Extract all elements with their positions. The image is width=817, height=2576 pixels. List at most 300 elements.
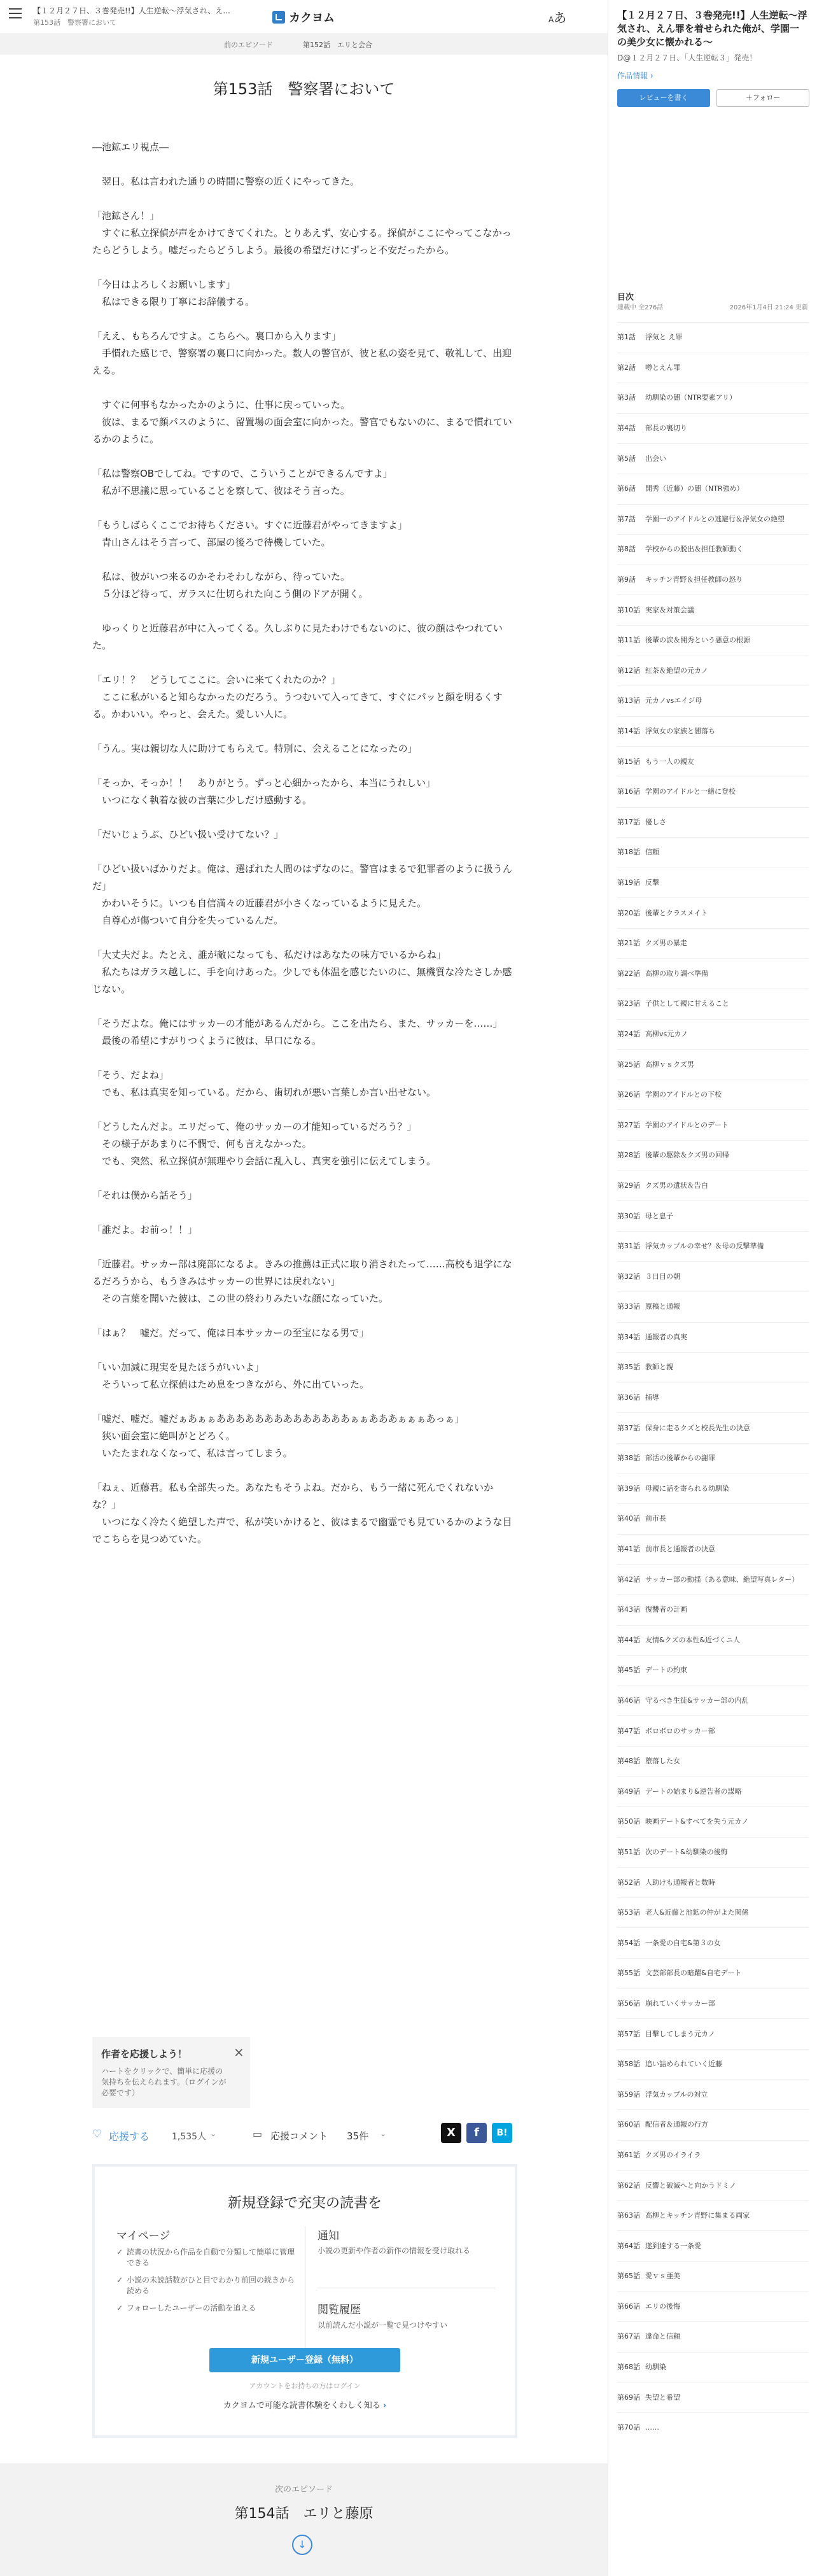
toc-item-title: 映画デート&すべてを失う元カノ bbox=[645, 1817, 749, 1826]
login-link[interactable]: アカウントをお持ちの方はログイン bbox=[249, 2382, 361, 2390]
toc-item-title: 違命と信頼 bbox=[645, 2332, 680, 2341]
sidebar-author[interactable]: D@１２月２７日、「人生逆転３」発売！ bbox=[617, 53, 757, 62]
mypage-list bbox=[116, 2247, 295, 2320]
toc-item-title: 幼馴染の闇（NTR要素アリ） bbox=[645, 393, 737, 402]
toc-item-title: サッカー部の動揺（ある意味、絶望写真レター） bbox=[645, 1575, 799, 1584]
toc-item[interactable] bbox=[617, 2412, 809, 2443]
novel-paragraph: 「誰だよ。お前っ！！」 bbox=[92, 1224, 198, 1235]
toc-list bbox=[617, 322, 809, 2443]
toc-item-number: 第25話 bbox=[617, 1060, 640, 1069]
toc-item[interactable] bbox=[617, 1715, 809, 1746]
comment-count[interactable]: 35件 bbox=[347, 2130, 369, 2142]
novel-paragraph bbox=[92, 603, 515, 620]
toc-item-number: 第45話 bbox=[617, 1666, 640, 1675]
novel-paragraph bbox=[92, 929, 515, 947]
novel-paragraph bbox=[92, 500, 515, 517]
toc-item-title: 後輩の涙＆開秀という悪意の根源 bbox=[645, 636, 750, 645]
toc-updated: 2026年1月4日 21:24 更新 bbox=[729, 304, 808, 311]
toc-item[interactable] bbox=[617, 1564, 809, 1594]
novel-paragraph bbox=[92, 843, 515, 861]
toc-item-number: 第24話 bbox=[617, 1029, 640, 1038]
toc-item-number: 第59話 bbox=[617, 2090, 640, 2099]
toc-item-title: 紅茶＆絶望の元カノ bbox=[645, 666, 708, 675]
toc-item[interactable] bbox=[617, 1686, 809, 1716]
toc-item-title: 後輩とクラスメイト bbox=[645, 908, 708, 917]
toc-item-number: 第39話 bbox=[617, 1484, 640, 1493]
toc-item[interactable] bbox=[617, 1655, 809, 1686]
toc-item-title: 反撃 bbox=[645, 878, 659, 887]
novel-paragraph: 「エリ！？ どうしてここに。会いに来てくれたのか？」 bbox=[92, 674, 341, 686]
novel-paragraph bbox=[92, 809, 515, 826]
toc-item-title: クズ男の遺状＆告白 bbox=[645, 1181, 708, 1190]
toc-heading: 目次 bbox=[617, 293, 634, 302]
novel-paragraph: ―池鉱エリ視点― bbox=[92, 141, 169, 153]
toc-item[interactable] bbox=[617, 2140, 809, 2171]
toc-item-title: 信頼 bbox=[645, 848, 659, 857]
toc-item-number: 第63話 bbox=[617, 2211, 640, 2220]
episode-title: 第153話 警察署において bbox=[213, 80, 395, 98]
signup-button[interactable]: 新規ユーザー登録（無料） bbox=[209, 2348, 400, 2372]
toc-item-number: 第60話 bbox=[617, 2120, 640, 2129]
toc-item-title: 噂とえん罪 bbox=[645, 363, 680, 372]
toc-item-title: 優しさ bbox=[645, 817, 666, 826]
toc-item[interactable] bbox=[617, 625, 809, 656]
toc-item[interactable] bbox=[617, 1625, 809, 1656]
toc-item[interactable] bbox=[617, 1806, 809, 1837]
toc-item-number: 第6話 bbox=[617, 484, 636, 493]
toc-item-title: 元カノvsエイジ母 bbox=[645, 696, 702, 705]
next-episode-label: 次のエピソード bbox=[274, 2485, 333, 2495]
toc-item-number: 第28話 bbox=[617, 1151, 640, 1160]
toc-item-number: 第13話 bbox=[617, 696, 640, 705]
toc-item-number: 第47話 bbox=[617, 1726, 640, 1735]
mypage-item: ✓ 読書の状況から作品を自動で分類して簡単に管理できる bbox=[116, 2247, 295, 2269]
toc-item-number: 第31話 bbox=[617, 1242, 640, 1251]
novel-paragraph: 「私は警察OBでしてね。ですので、こういうことができるんですよ」 bbox=[92, 468, 393, 479]
toc-item-title: 目撃してしまう元カノ bbox=[645, 2029, 715, 2038]
toc-item-number: 第56話 bbox=[617, 1999, 640, 2008]
toc-item-title: 浮気と え罪 bbox=[645, 333, 683, 342]
toc-item[interactable] bbox=[617, 1503, 809, 1534]
toc-item[interactable] bbox=[617, 1534, 809, 1565]
novel-paragraph: 最後の希望にすがりつくように彼は、早口になる。 bbox=[92, 1035, 322, 1046]
toc-item-title: ボロボロのサッカー部 bbox=[645, 1726, 715, 1735]
novel-paragraph bbox=[92, 156, 515, 173]
toc-item[interactable] bbox=[617, 2291, 809, 2322]
toc-item[interactable] bbox=[617, 1200, 809, 1231]
toc-item-number: 第66話 bbox=[617, 2302, 640, 2311]
toc-item[interactable] bbox=[617, 1352, 809, 1383]
toc-item[interactable] bbox=[617, 443, 809, 474]
novel-paragraph: 「そうだよな。俺にはサッカーの才能があるんだから。ここを出たら、また、サッカーを……」 bbox=[92, 1018, 503, 1029]
novel-paragraph: 「大丈夫だよ。たとえ、誰が敵になっても、私だけはあなたの味方でいるからね」 bbox=[92, 949, 446, 961]
toc-item[interactable] bbox=[617, 1080, 809, 1110]
toc-item-number: 第40話 bbox=[617, 1514, 640, 1523]
toc-item-title: 配信者＆通報の行方 bbox=[645, 2120, 708, 2129]
toc-item-number: 第9話 bbox=[617, 575, 636, 584]
toc-item-title: 友情&クズの本性&近づくニ人 bbox=[645, 1635, 741, 1644]
toc-item-title: 開秀（近藤）の闇（NTR強め） bbox=[645, 484, 744, 493]
toc-item-number: 第1話 bbox=[617, 333, 636, 342]
novel-paragraph bbox=[92, 1204, 515, 1221]
toc-item[interactable] bbox=[617, 534, 809, 565]
toc-item[interactable] bbox=[617, 1958, 809, 1988]
toc-item-number: 第26話 bbox=[617, 1090, 640, 1099]
write-review-button[interactable]: レビューを書く bbox=[617, 89, 710, 107]
toc-item-title: 前市長 bbox=[645, 1514, 666, 1523]
novel-paragraph bbox=[92, 1342, 515, 1359]
toc-item-title: クズ男の暴走 bbox=[645, 939, 687, 948]
toc-item-title: クズ男のイライラ bbox=[645, 2150, 701, 2159]
novel-paragraph bbox=[92, 379, 515, 397]
toc-item[interactable] bbox=[617, 1109, 809, 1140]
x-share-icon[interactable]: X bbox=[441, 2123, 461, 2143]
novel-paragraph: 自尊心が傷ついて自分を失っているんだ。 bbox=[92, 915, 284, 926]
episode-actions bbox=[92, 2123, 515, 2148]
toc-item-title: 愛ｖｓ亜美 bbox=[645, 2272, 680, 2281]
novel-paragraph: 「どうしたんだよ。エリだって、俺のサッカーの才能知っているだろう？」 bbox=[92, 1121, 417, 1132]
toc-item[interactable] bbox=[617, 565, 809, 595]
toc-item-number: 第29話 bbox=[617, 1181, 640, 1190]
toc-item-title: 通報者の真実 bbox=[645, 1332, 687, 1341]
toc-item[interactable] bbox=[617, 989, 809, 1019]
novel-paragraph: 「そう、だよね」 bbox=[92, 1069, 169, 1081]
toc-item-number: 第35話 bbox=[617, 1363, 640, 1372]
logo-icon bbox=[272, 11, 285, 24]
sidebar bbox=[608, 0, 817, 2576]
toc-item-title: 前市長と通報者の決意 bbox=[645, 1545, 715, 1554]
toc-item-number: 第41話 bbox=[617, 1545, 640, 1554]
header-work-title[interactable]: 【１２月２７日、３巻発売!!】人生逆転〜浮気され、え... bbox=[33, 6, 230, 15]
novel-paragraph: いたたまれなくなって、私は言ってしまう。 bbox=[92, 1447, 293, 1459]
toc-item-title: 学園一のアイドルとの逃避行＆浮気女の絶望 bbox=[645, 514, 785, 523]
toc-item-number: 第36話 bbox=[617, 1393, 640, 1402]
novel-paragraph: そういって私立探偵はため息をつきながら、外に出ていった。 bbox=[92, 1379, 370, 1390]
toc-item-title: 高柳の取り調べ準備 bbox=[645, 969, 708, 978]
toc-item-title: 実家＆対策会議 bbox=[645, 605, 694, 614]
toc-item-number: 第69話 bbox=[617, 2393, 640, 2402]
toc-item[interactable] bbox=[617, 2109, 809, 2140]
toc-item-title: 次のデート&幼馴染の後悔 bbox=[645, 1847, 728, 1856]
toc-item-title: 学校からの脱出＆担任教師動く bbox=[645, 545, 743, 554]
toc-item[interactable] bbox=[617, 2230, 809, 2261]
toc-item-title: 崩れていくサッカー部 bbox=[645, 1999, 715, 2008]
notice-heading: 通知 bbox=[318, 2230, 339, 2242]
novel-paragraph: 私たちはガラス越しに、手を向けあった。少しでも体温を感じたいのに、無機質な冷たさしか感じない。 bbox=[92, 966, 512, 995]
toc-item[interactable] bbox=[617, 2382, 809, 2412]
toc-item-number: 第11話 bbox=[617, 636, 640, 645]
mypage-heading: マイページ bbox=[116, 2230, 171, 2242]
novel-paragraph bbox=[92, 998, 515, 1015]
comment-button[interactable]: 応援コメント bbox=[270, 2130, 328, 2142]
toc-item[interactable] bbox=[617, 837, 809, 868]
novel-paragraph bbox=[92, 311, 515, 328]
toc-item-number: 第17話 bbox=[617, 817, 640, 826]
novel-paragraph bbox=[92, 190, 515, 208]
next-episode-title[interactable]: 第154話 エリと藤原 bbox=[234, 2506, 374, 2522]
toc-item-title: 出会い bbox=[645, 454, 666, 463]
toc-item[interactable] bbox=[617, 2018, 809, 2049]
toc-item-number: 第18話 bbox=[617, 848, 640, 857]
toc-item[interactable] bbox=[617, 928, 809, 959]
toc-item-title: 追い詰められていく近藤 bbox=[645, 2060, 722, 2069]
toc-item[interactable] bbox=[617, 746, 809, 777]
toc-item-number: 第44話 bbox=[617, 1635, 640, 1644]
novel-paragraph: 「いい加減に現実を見たほうがいいよ」 bbox=[92, 1362, 265, 1373]
toc-item[interactable] bbox=[617, 353, 809, 383]
toc-item[interactable] bbox=[617, 1594, 809, 1625]
toc-item[interactable] bbox=[617, 1988, 809, 2019]
toc-item[interactable] bbox=[617, 2352, 809, 2382]
novel-paragraph: すぐに何事もなかったかのように、仕事に戻っていった。 bbox=[92, 399, 351, 411]
toc-item[interactable] bbox=[617, 1443, 809, 1474]
toc-item[interactable] bbox=[617, 322, 809, 353]
toc-item-number: 第42話 bbox=[617, 1575, 640, 1584]
toc-item[interactable] bbox=[617, 897, 809, 928]
chevron-down-icon[interactable]: ⌄ bbox=[380, 2129, 387, 2138]
toc-item-number: 第19話 bbox=[617, 878, 640, 887]
novel-paragraph bbox=[92, 259, 515, 276]
novel-paragraph: ゆっくりと近藤君が中に入ってくる。久しぶりに見たわけでもないのに、彼の顔はやつれていた。 bbox=[92, 623, 503, 651]
novel-paragraph: 翌日。私は言われた通りの時間に警察の近くにやってきた。 bbox=[92, 176, 360, 187]
follow-button[interactable]: ＋フォロー bbox=[716, 89, 809, 107]
arrow-down-icon[interactable]: ↓ bbox=[292, 2535, 312, 2555]
toc-item-number: 第57話 bbox=[617, 2029, 640, 2038]
novel-paragraph bbox=[92, 551, 515, 568]
toc-status: 連載中 全276話 bbox=[617, 304, 664, 311]
novel-paragraph bbox=[92, 1393, 515, 1411]
toc-item[interactable] bbox=[617, 1474, 809, 1504]
toc-item-number: 第10話 bbox=[617, 605, 640, 614]
toc-item-title: 学園のアイドルとの下校 bbox=[645, 1090, 722, 1099]
novel-paragraph: 「ねぇ、近藤君。私も全部失った。あなたもそうよね。だから、もう一緒に死んでくれないかな？」 bbox=[92, 1482, 494, 1510]
toc-item-number: 第53話 bbox=[617, 1908, 640, 1917]
learn-more-link[interactable]: カクヨムで可能な読書体験をくわしく知る › bbox=[223, 2401, 387, 2411]
prev-episode-link[interactable]: 前のエピソード bbox=[224, 41, 273, 49]
toc-item-number: 第21話 bbox=[617, 939, 640, 948]
toc-item[interactable] bbox=[617, 807, 809, 838]
toc-item-number: 第3話 bbox=[617, 393, 636, 402]
toc-item-number: 第48話 bbox=[617, 1757, 640, 1766]
toc-item-number: 第12話 bbox=[617, 666, 640, 675]
prev-episode-title[interactable]: 第152話 エリと会合 bbox=[303, 41, 372, 49]
toc-item-number: 第4話 bbox=[617, 424, 636, 433]
toc-item[interactable] bbox=[617, 1171, 809, 1201]
novel-paragraph: ここに私がいると知らなかったのだろう。うつむいて入ってきて、すぐにパッと顔を明るくする。かわいい。やっと、会えた。愛しい人に。 bbox=[92, 691, 503, 720]
toc-item-number: 第50話 bbox=[617, 1817, 640, 1826]
novel-paragraph: 私はできる限り丁寧にお辞儀する。 bbox=[92, 296, 255, 307]
toc-item-number: 第32話 bbox=[617, 1272, 640, 1281]
support-title: 作者を応援しよう！ bbox=[101, 2048, 188, 2060]
toc-item-number: 第33話 bbox=[617, 1302, 640, 1311]
font-setting-button[interactable]: Aあ bbox=[548, 10, 567, 25]
toc-item[interactable] bbox=[617, 1140, 809, 1171]
toc-item[interactable] bbox=[617, 2321, 809, 2352]
menu-icon[interactable] bbox=[9, 8, 22, 18]
novel-paragraph: 「ひどい扱いばかりだよ。俺は、選ばれた人間のはずなのに。警官はまるで犯罪者のように扱うんだ」 bbox=[92, 863, 512, 892]
novel-paragraph bbox=[92, 757, 515, 775]
toc-item[interactable] bbox=[617, 1837, 809, 1868]
toc-item[interactable] bbox=[617, 656, 809, 686]
toc-item[interactable] bbox=[617, 504, 809, 535]
toc-item-title: デートの約束 bbox=[645, 1666, 687, 1675]
toc-item-title: ３日目の朝 bbox=[645, 1272, 680, 1281]
toc-item-number: 第62話 bbox=[617, 2181, 640, 2190]
toc-item-number: 第52話 bbox=[617, 1878, 640, 1887]
novel-paragraph: でも、私は真実を知っている。だから、歯切れが悪い言葉しか言い出せない。 bbox=[92, 1087, 436, 1098]
novel-paragraph: 「今日はよろしくお願いします」 bbox=[92, 279, 236, 290]
toc-item-title: …… bbox=[645, 2423, 659, 2432]
toc-item-title: 守るべき生徒&サッカー部の内乱 bbox=[645, 1696, 749, 1705]
next-episode-section bbox=[0, 2463, 608, 2576]
toc-item-title: 反響と破滅へと向かうドミノ bbox=[645, 2181, 736, 2190]
toc-item-number: 第67話 bbox=[617, 2332, 640, 2341]
toc-item[interactable] bbox=[617, 474, 809, 504]
hatena-share-icon[interactable]: B! bbox=[492, 2123, 512, 2143]
novel-paragraph bbox=[92, 1239, 515, 1256]
toc-item[interactable] bbox=[617, 595, 809, 625]
support-count[interactable]: 1,535人 bbox=[172, 2132, 207, 2142]
toc-item[interactable] bbox=[617, 2200, 809, 2231]
toc-item[interactable] bbox=[617, 1049, 809, 1080]
novel-paragraph: 「近藤君。サッカー部は廃部になるよ。きみの推薦は正式に取り消されたって……高校も退学になるだろうから、もうきみはサッカーの世界には戻れない」 bbox=[92, 1258, 512, 1287]
toc-item[interactable] bbox=[617, 1412, 809, 1443]
chevron-right-icon: › bbox=[382, 2401, 387, 2411]
toc-item-title: 学園のアイドルとのデート bbox=[645, 1120, 729, 1129]
toc-item-number: 第20話 bbox=[617, 908, 640, 917]
toc-item-title: デートの始まり&逆告者の謀略 bbox=[645, 1787, 742, 1796]
toc-item[interactable] bbox=[617, 1867, 809, 1897]
toc-item-title: 高柳とキッチン青野に集まる両家 bbox=[645, 2211, 750, 2220]
close-icon[interactable]: × bbox=[234, 2045, 244, 2060]
novel-paragraph: 手慣れた感じで、警察署の裏口に向かった。数人の警官が、彼と私の姿を見て、敬礼して、出迎える。 bbox=[92, 348, 512, 376]
toc-item-number: 第61話 bbox=[617, 2150, 640, 2159]
toc-item[interactable] bbox=[617, 2079, 809, 2109]
toc-item-title: 捕導 bbox=[645, 1393, 659, 1402]
toc-item[interactable] bbox=[617, 1777, 809, 1807]
mypage-item: ✓ フォローしたユーザーの活動を追える bbox=[116, 2303, 295, 2314]
toc-item-title: 文芸部部長の暗躍&自宅デート bbox=[645, 1969, 742, 1978]
toc-item[interactable] bbox=[617, 1383, 809, 1413]
novel-paragraph: 「はぁ？ 嘘だ。だって、俺は日本サッカーの至宝になる男で」 bbox=[92, 1327, 369, 1339]
toc-item[interactable] bbox=[617, 383, 809, 413]
toc-item[interactable] bbox=[617, 1231, 809, 1262]
novel-paragraph bbox=[92, 1101, 515, 1118]
toc-item[interactable] bbox=[617, 2170, 809, 2200]
mypage-item: ✓ 小説の未読話数がひと目でわかり前回の続きから読める bbox=[116, 2275, 295, 2297]
novel-paragraph bbox=[92, 1462, 515, 1479]
novel-paragraph: すぐに私立探偵が声をかけてきてくれた。とりあえず、安心する。探偵がここにやってこなかったらどうしよう。嘘だったらどうしよう。最後の希望だけにずっと不安だったから。 bbox=[92, 227, 512, 256]
toc-item-number: 第30話 bbox=[617, 1211, 640, 1220]
novel-paragraph: 私は、彼がいつ来るのかそわそわしながら、待っていた。 bbox=[92, 571, 351, 582]
novel-paragraph: 「だいじょうぶ、ひどい扱い受けてない？」 bbox=[92, 829, 284, 840]
register-title: 新規登録で充実の読書を bbox=[227, 2195, 382, 2211]
heart-icon[interactable]: ♡ bbox=[92, 2128, 102, 2141]
episode-nav bbox=[0, 33, 608, 55]
toc-item-number: 第55話 bbox=[617, 1969, 640, 1978]
toc-item-title: キッチン青野＆担任教師の怒り bbox=[645, 575, 743, 584]
novel-paragraph: かわいそうに。いつも自信満々の近藤君が小さくなっているように見えた。 bbox=[92, 897, 427, 909]
comment-icon[interactable]: ▭ bbox=[253, 2128, 263, 2140]
chevron-down-icon[interactable]: ⌄ bbox=[210, 2129, 217, 2138]
toc-item[interactable] bbox=[617, 1897, 809, 1928]
toc-item-title: 人助けも通報者と数時 bbox=[645, 1878, 715, 1887]
toc-item[interactable] bbox=[617, 1261, 809, 1292]
novel-paragraph: その言葉を聞いた彼は、この世の終わりみたいな顔になっていた。 bbox=[92, 1293, 389, 1304]
kakuyomu-logo[interactable]: カクヨム bbox=[272, 9, 335, 25]
history-heading: 閲覧履歴 bbox=[318, 2304, 361, 2316]
novel-paragraph bbox=[92, 1307, 515, 1325]
novel-paragraph: 「嘘だ、嘘だ。嘘だぁあぁぁああああああああああああああぁぁあああぁぁぁあっぁ」 bbox=[92, 1413, 464, 1425]
toc-item[interactable] bbox=[617, 2261, 809, 2291]
toc-item[interactable] bbox=[617, 958, 809, 989]
toc-item[interactable] bbox=[617, 1292, 809, 1322]
novel-paragraph: でも、突然、私立探偵が無理やり会話に乱入し、真実を強引に伝えてしまう。 bbox=[92, 1155, 436, 1167]
toc-item-number: 第16話 bbox=[617, 787, 640, 796]
history-description: 以前読んだ小説が一覧で見つけやすい bbox=[318, 2321, 448, 2330]
toc-item-number: 第15話 bbox=[617, 757, 640, 766]
top-header bbox=[0, 0, 608, 34]
toc-item-number: 第23話 bbox=[617, 999, 640, 1008]
novel-paragraph: 狭い面会室に絶叫がとどろく。 bbox=[92, 1430, 235, 1442]
toc-item-title: 浮気カップルの対立 bbox=[645, 2090, 708, 2099]
toc-item-number: 第2話 bbox=[617, 363, 636, 372]
toc-item[interactable] bbox=[617, 716, 809, 747]
toc-item[interactable] bbox=[617, 1019, 809, 1050]
toc-item-title: 浮気女の家族と闇落ち bbox=[645, 727, 715, 736]
support-tooltip bbox=[92, 2037, 250, 2108]
toc-item-title: 後輩の駆除＆クズ男の回帰 bbox=[645, 1151, 729, 1160]
toc-item[interactable] bbox=[617, 413, 809, 444]
novel-paragraph: 「それは僕から話そう」 bbox=[92, 1190, 198, 1201]
toc-item-number: 第5話 bbox=[617, 454, 636, 463]
toc-item[interactable] bbox=[617, 686, 809, 716]
toc-item-title: 教師と親 bbox=[645, 1363, 673, 1372]
toc-item-number: 第38話 bbox=[617, 1454, 640, 1463]
toc-item-title: 保身に走るクズと校長先生の決意 bbox=[645, 1423, 750, 1432]
novel-paragraph: いつになく執着な彼の言葉に少しだけ感動する。 bbox=[92, 794, 312, 806]
support-button[interactable]: 応援する bbox=[109, 2130, 150, 2143]
toc-item-title: 浮気カップルの幸せ？＆母の反撃準備 bbox=[645, 1242, 764, 1251]
toc-item-title: 老人&近藤と池鉱の仲がよた関係 bbox=[645, 1908, 749, 1917]
toc-item[interactable] bbox=[617, 1927, 809, 1958]
novel-paragraph: ５分ほど待って、ガラスに仕切られた向こう側のドアが開く。 bbox=[92, 588, 368, 600]
toc-item-title: 母親に話を寄られる幼馴染 bbox=[645, 1484, 729, 1493]
toc-item-number: 第58話 bbox=[617, 2060, 640, 2069]
novel-paragraph: 青山さんはそう言って、部屋の後ろで待機していた。 bbox=[92, 537, 331, 548]
toc-item[interactable] bbox=[617, 868, 809, 898]
toc-item-number: 第68話 bbox=[617, 2363, 640, 2372]
toc-item-title: 学園のアイドルと一緒に登校 bbox=[645, 787, 736, 796]
facebook-share-icon[interactable]: f bbox=[466, 2123, 487, 2143]
toc-item-title: 一条愛の自宅&第３の女 bbox=[645, 1938, 721, 1947]
toc-item-title: 原稿と通報 bbox=[645, 1302, 680, 1311]
support-description: ハートをクリックで、簡単に応援の気持ちを伝えられます。（ログインが必要です） bbox=[101, 2067, 227, 2097]
work-info-link[interactable]: 作品情報 › bbox=[617, 71, 653, 80]
toc-item-number: 第37話 bbox=[617, 1423, 640, 1432]
toc-item[interactable] bbox=[617, 2049, 809, 2080]
toc-item-number: 第70話 bbox=[617, 2423, 640, 2432]
toc-item[interactable] bbox=[617, 1322, 809, 1353]
toc-item-number: 第8話 bbox=[617, 545, 636, 554]
toc-item-number: 第27話 bbox=[617, 1120, 640, 1129]
toc-item[interactable] bbox=[617, 1746, 809, 1777]
toc-item-number: 第64話 bbox=[617, 2241, 640, 2250]
toc-item[interactable] bbox=[617, 777, 809, 807]
sidebar-work-title[interactable]: 【１２月２７日、３巻発売!!】人生逆転〜浮気され、えん罪を着せられた俺が、学園一の美少女に懐かれる〜 bbox=[617, 10, 807, 48]
novel-paragraph: いつになく冷たく絶望した声で、私が笑いかけると、彼はまるで幽霊でも見ているかのような目でこちらを見つめていた。 bbox=[92, 1516, 512, 1545]
novel-paragraph: 「ええ、もちろんですよ。こちらへ。裏口から入ります」 bbox=[92, 330, 341, 342]
